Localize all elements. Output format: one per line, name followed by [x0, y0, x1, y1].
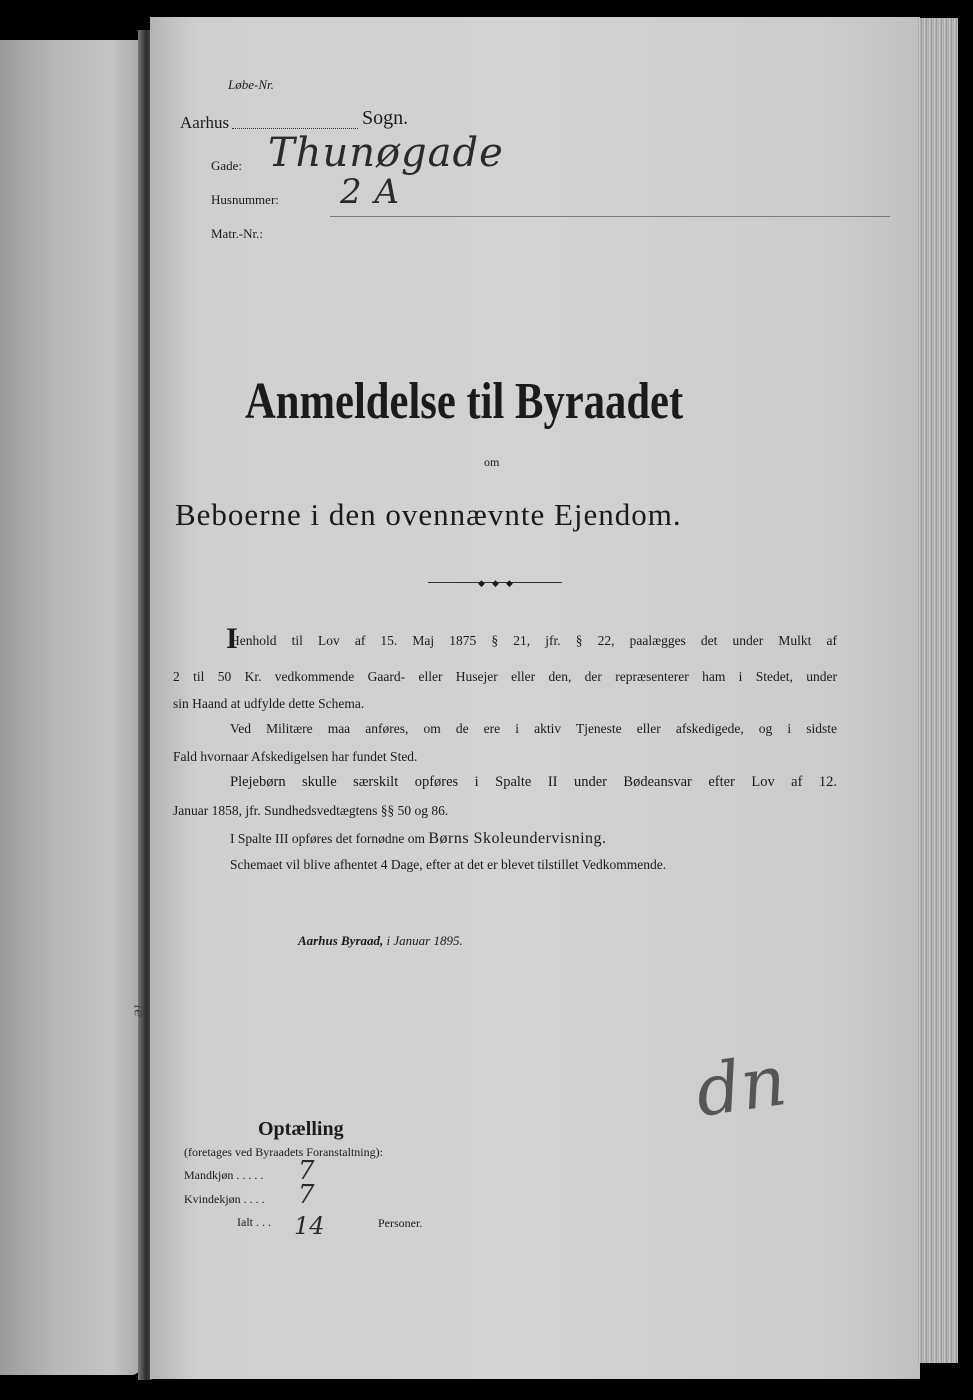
- leader-dots: . . .: [253, 1215, 271, 1229]
- kvindekjon-label-text: Kvindekjøn: [184, 1192, 241, 1206]
- paragraph-4: [230, 830, 607, 848]
- paragraph-2-line-1: Ved Militære maa anføres, om de ere i aktiv Tjeneste eller afskedigede, og i sidste: [230, 721, 837, 736]
- paragraph-5: Schemaet vil blive afhentet 4 Dage, efter at det er blevet tilstillet Vedkommende.: [230, 857, 667, 872]
- leader-dots: . . . .: [240, 1192, 265, 1206]
- page-edges: [918, 18, 958, 1363]
- paragraph-1-line-1: [230, 632, 837, 650]
- mandkjon-label: [184, 1168, 263, 1183]
- kvindekjon-label: [184, 1192, 265, 1207]
- ialt-label-text: Ialt: [237, 1215, 253, 1229]
- ornament-diamond: ◆: [492, 578, 499, 588]
- husnummer-label: Husnummer:: [211, 192, 279, 207]
- paragraph-1-line-2: 2 til 50 Kr. vedkommende Gaard- eller Husejer eller den, der repræsenterer ham i Stedet, under: [173, 669, 837, 684]
- ialt-label: [237, 1215, 271, 1230]
- paragraph-3-line-2: Januar 1858, jfr. Sundhedsvedtægtens §§ 50 og 86.: [173, 803, 449, 818]
- dropcap: I: [226, 622, 238, 655]
- leader-dots: . . . . .: [233, 1168, 264, 1182]
- paragraph-4-emphasis: Børns Skoleundervisning.: [428, 830, 607, 847]
- paragraph-2-line-2: Fald hvornaar Afskedigelsen har fundet Sted.: [173, 749, 418, 764]
- ornament-diamond: ◆: [506, 578, 513, 588]
- faint-rule: [330, 216, 890, 217]
- matr-label: Matr.-Nr.:: [211, 226, 263, 241]
- city-label: Aarhus: [180, 113, 230, 132]
- paragraph-3-line-1: Plejebørn skulle særskilt opføres i Spalte II under Bødeansvar efter Lov af 12.: [230, 774, 837, 790]
- mandkjon-label-text: Mandkjøn: [184, 1168, 234, 1182]
- left-facing-page: [0, 40, 140, 1375]
- gade-label: Gade:: [211, 158, 243, 173]
- signature-name: Aarhus Byraad,: [298, 933, 384, 948]
- title-om: om: [484, 455, 500, 469]
- page-subtitle: Beboerne i den ovennævnte Ejendom.: [175, 497, 682, 532]
- margin-note: le: [130, 1004, 147, 1018]
- census-title: Optælling: [258, 1118, 344, 1140]
- kvindekjon-value: 7: [298, 1180, 315, 1210]
- sogn-label: Sogn.: [362, 107, 409, 129]
- paragraph-text: Henhold til Lov af 15. Maj 1875 § 21, jfr. § 22, paalægges det under Mulkt af: [230, 633, 837, 648]
- signature: [298, 933, 463, 949]
- census-subtitle: (foretages ved Byraadets Foranstaltning):: [184, 1145, 383, 1159]
- ialt-value: 14: [294, 1212, 325, 1240]
- paragraph-1-line-3: sin Haand at udfylde dette Schema.: [173, 696, 365, 711]
- page-title: Anmeldelse til Byraadet: [245, 373, 684, 430]
- mandkjon-value: 7: [298, 1156, 315, 1186]
- signature-date: i Januar 1895.: [386, 933, 463, 948]
- personer-label: Personer.: [378, 1216, 423, 1230]
- pencil-mark: dn: [690, 1039, 792, 1133]
- paragraph-4-text: I Spalte III opføres det fornødne om: [230, 831, 425, 846]
- sogn-dotline: [232, 128, 358, 129]
- husnummer-value: 2 A: [340, 172, 400, 212]
- gade-value: Thunøgade: [268, 130, 504, 176]
- ornament-diamond: ◆: [478, 578, 485, 588]
- lobe-nr-label: Løbe-Nr.: [228, 77, 274, 92]
